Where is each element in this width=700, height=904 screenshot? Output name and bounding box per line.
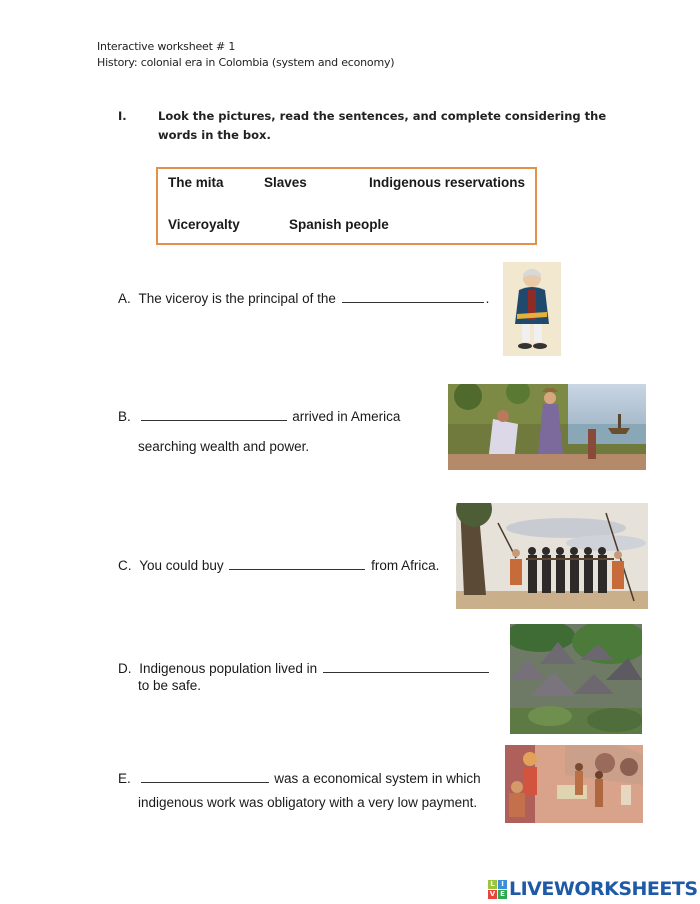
question-text: was a economical system in which (274, 771, 481, 786)
question-b-line-2: searching wealth and power. (138, 439, 310, 454)
question-letter: A. (118, 291, 131, 306)
answer-blank-b[interactable] (141, 408, 287, 421)
question-letter: B. (118, 409, 131, 424)
answer-blank-d[interactable] (323, 660, 489, 673)
instruction-line-2: words in the box. (158, 128, 271, 142)
logo-text: LIVEWORKSHEETS (509, 878, 698, 900)
word-the-mita: The mita (168, 175, 224, 190)
question-letter: E. (118, 771, 131, 786)
spanish-arrival-painting (448, 384, 646, 470)
worksheet-title: Interactive worksheet # 1 (97, 40, 236, 53)
instruction-line-1: Look the pictures, read the sentences, and complete considering the (158, 109, 607, 123)
answer-blank-c[interactable] (229, 557, 365, 570)
enslaved-africans-painting (456, 503, 648, 609)
question-b (118, 408, 400, 424)
question-text-end: from Africa. (371, 558, 440, 573)
question-text: arrived in America (292, 409, 401, 424)
question-e-line-2: indigenous work was obligatory with a very low payment. (138, 795, 478, 810)
viceroy-illustration (503, 262, 561, 356)
logo-letter: I (498, 880, 507, 889)
word-slaves: Slaves (264, 175, 307, 190)
logo-grid-icon (488, 880, 507, 899)
question-text: You could buy (139, 558, 224, 573)
answer-blank-e[interactable] (141, 770, 269, 783)
logo-letter: V (489, 889, 496, 898)
instruction-number: I. (118, 109, 127, 123)
question-d-line-2: to be safe. (138, 678, 202, 693)
logo-letter: E (498, 890, 507, 899)
question-letter: C. (118, 558, 132, 573)
question-a (118, 290, 489, 306)
worksheet-subtitle: History: colonial era in Colombia (system and economy) (97, 56, 395, 69)
liveworksheets-logo[interactable] (488, 878, 698, 900)
indigenous-village-photo (510, 624, 642, 734)
question-text: The viceroy is the principal of the (138, 291, 336, 306)
word-indigenous-reservations: Indigenous reservations (369, 175, 526, 190)
question-c (118, 557, 439, 573)
mita-labor-painting (505, 745, 643, 823)
question-text-end: . (485, 291, 490, 306)
answer-blank-a[interactable] (342, 290, 484, 303)
question-letter: D. (118, 661, 132, 676)
question-text: Indigenous population lived in (139, 661, 318, 676)
logo-letter: L (488, 880, 497, 889)
question-d (118, 660, 491, 676)
word-viceroyalty: Viceroyalty (168, 217, 240, 232)
word-spanish-people: Spanish people (289, 217, 389, 232)
question-e (118, 770, 481, 786)
